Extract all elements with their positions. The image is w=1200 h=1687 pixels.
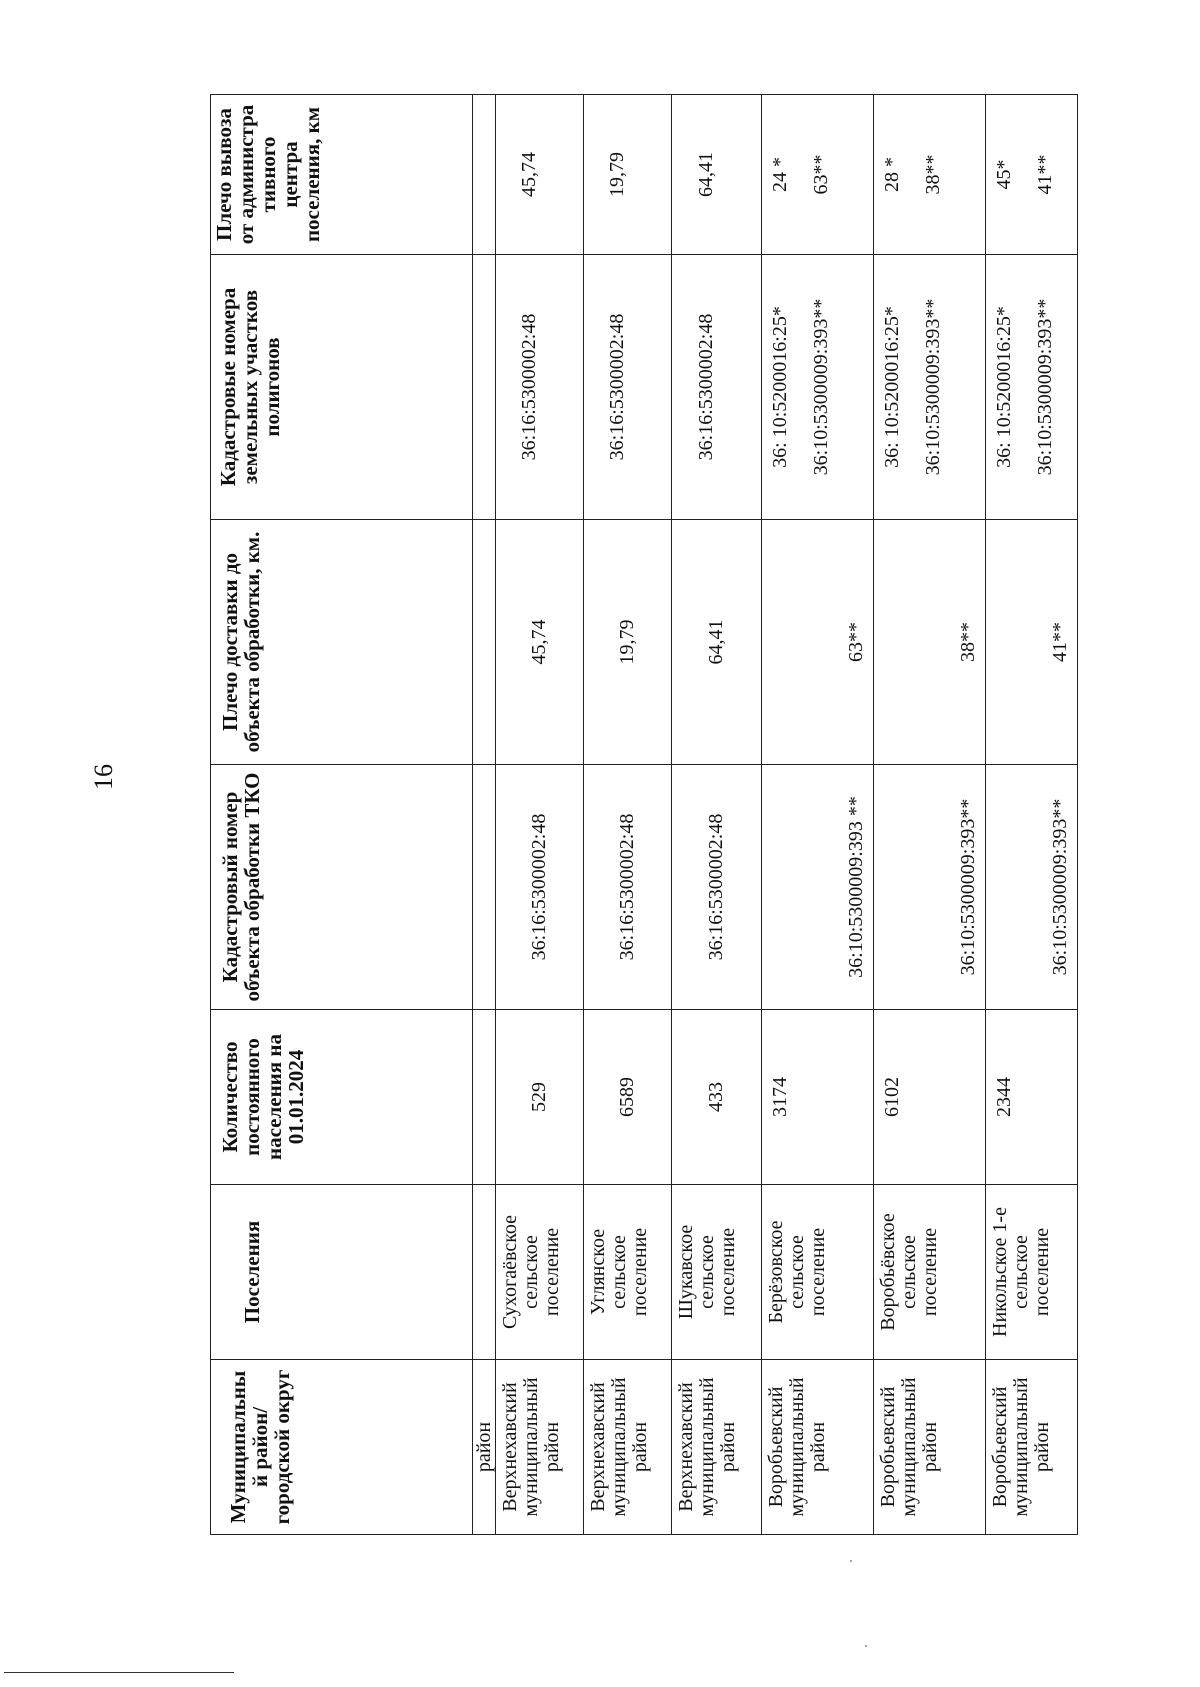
subheader-cell [473, 95, 496, 255]
settlement-cell: Воробьёвское сельское поселение [874, 1185, 986, 1360]
scan-speck [865, 1645, 867, 1647]
settlement-cell: Никольское 1-е сельское поселение [986, 1185, 1078, 1360]
removal-distance-cell [986, 95, 1078, 255]
header-population: Количество постоянного населения на 01.01.2024 [211, 1010, 473, 1185]
district-cell: Воробьевский муниципальный район [874, 1360, 986, 1535]
rotated-table-wrapper [210, 95, 1071, 1535]
population-cell: 6102 [874, 1010, 986, 1185]
landfill-cadastral-cell [874, 255, 986, 520]
delivery-distance-cell: 41** [986, 520, 1078, 765]
population-cell: 529 [496, 1010, 584, 1185]
landfill-cadastral-cell [762, 255, 874, 520]
settlement-cell: Шукавское сельское поселение [672, 1185, 762, 1360]
district-cell: Воробьевский муниципальный район [762, 1360, 874, 1535]
removal-distance-cell [672, 95, 762, 255]
tko-cadastral-cell: 36:16:5300002:48 [496, 765, 584, 1010]
removal-distance-cell [584, 95, 672, 255]
landfill-cadastral-cell [672, 255, 762, 520]
header-removal-distance: Плечо вывоза от администра тивного центра поселения, км [211, 95, 473, 255]
table-row [986, 95, 1078, 1535]
header-district: Муниципальны й район/ городской округ [211, 1360, 473, 1535]
settlement-cell: Берёзовское сельское поселение [762, 1185, 874, 1360]
district-cell: Верхнехавский муниципальный район [496, 1360, 584, 1535]
landfill-cadastral-2: 36:10:5300009:393** [922, 298, 944, 476]
subheader-cell [473, 765, 496, 1010]
tko-cadastral-cell: 36:16:5300002:48 [672, 765, 762, 1010]
header-landfill-cadastral: Кадастровые номера земельных участков полигонов [211, 255, 473, 520]
subheader-row [473, 95, 496, 1535]
landfill-cadastral-1: 36: 10:5200016:25* [993, 306, 1015, 468]
header-settlement: Поселения [211, 1185, 473, 1360]
district-cell: Верхнехавский муниципальный район [584, 1360, 672, 1535]
population-cell: 433 [672, 1010, 762, 1185]
delivery-distance-cell: 45,74 [496, 520, 584, 765]
removal-distance-2: 38** [922, 154, 944, 195]
tko-cadastral-cell: 36:10:5300009:393** [986, 765, 1078, 1010]
waste-logistics-table [210, 94, 1078, 1535]
delivery-distance-cell: 19,79 [584, 520, 672, 765]
population-cell: 3174 [762, 1010, 874, 1185]
removal-distance-cell [874, 95, 986, 255]
removal-distance-cell [496, 95, 584, 255]
subheader-cell: район [473, 1360, 496, 1535]
table-row [762, 95, 874, 1535]
table-row [874, 95, 986, 1535]
delivery-distance-cell: 63** [762, 520, 874, 765]
removal-distance-1: 45* [993, 159, 1015, 190]
header-row [211, 95, 473, 1535]
delivery-distance-cell: 38** [874, 520, 986, 765]
subheader-cell [473, 1010, 496, 1185]
landfill-cadastral-2: 36:10:5300009:393** [1034, 298, 1056, 476]
landfill-cadastral-1: 36: 10:5200016:25* [769, 306, 791, 468]
population-cell: 2344 [986, 1010, 1078, 1185]
footer-rule [4, 1672, 234, 1673]
settlement-cell: Сухогаёвское сельское поселение [496, 1185, 584, 1360]
subheader-cell [473, 1185, 496, 1360]
delivery-distance-cell: 64,41 [672, 520, 762, 765]
removal-distance-2: 41** [1034, 154, 1056, 195]
landfill-cadastral-1: 36:16:5300002:48 [695, 313, 717, 461]
removal-distance-1: 19,79 [606, 152, 628, 197]
removal-distance-1: 64,41 [695, 152, 717, 197]
page-number: 16 [89, 764, 118, 790]
removal-distance-1: 45,74 [518, 152, 540, 197]
tko-cadastral-cell: 36:16:5300002:48 [584, 765, 672, 1010]
tko-cadastral-cell: 36:10:5300009:393** [874, 765, 986, 1010]
landfill-cadastral-cell [496, 255, 584, 520]
removal-distance-2: 63** [810, 154, 832, 195]
district-cell: Воробьевский муниципальный район [986, 1360, 1078, 1535]
landfill-cadastral-1: 36: 10:5200016:25* [881, 306, 903, 468]
landfill-cadastral-cell [584, 255, 672, 520]
landfill-cadastral-cell [986, 255, 1078, 520]
table-row [584, 95, 672, 1535]
landfill-cadastral-2: 36:10:5300009:393** [810, 298, 832, 476]
district-cell: Верхнехавский муниципальный район [672, 1360, 762, 1535]
header-tko-cadastral: Кадастровый номер объекта обработки ТКО [211, 765, 473, 1010]
removal-distance-cell [762, 95, 874, 255]
scan-speck [850, 1560, 852, 1562]
settlement-cell: Углянское сельское поселение [584, 1185, 672, 1360]
landfill-cadastral-1: 36:16:5300002:48 [606, 313, 628, 461]
table-row [672, 95, 762, 1535]
tko-cadastral-cell: 36:10:5300009:393 ** [762, 765, 874, 1010]
removal-distance-1: 28 * [881, 157, 903, 192]
removal-distance-1: 24 * [769, 157, 791, 192]
subheader-cell [473, 520, 496, 765]
header-delivery-distance: Плечо доставки до объекта обработки, км. [211, 520, 473, 765]
subheader-cell [473, 255, 496, 520]
population-cell: 6589 [584, 1010, 672, 1185]
landfill-cadastral-1: 36:16:5300002:48 [518, 313, 540, 461]
table-row [496, 95, 584, 1535]
